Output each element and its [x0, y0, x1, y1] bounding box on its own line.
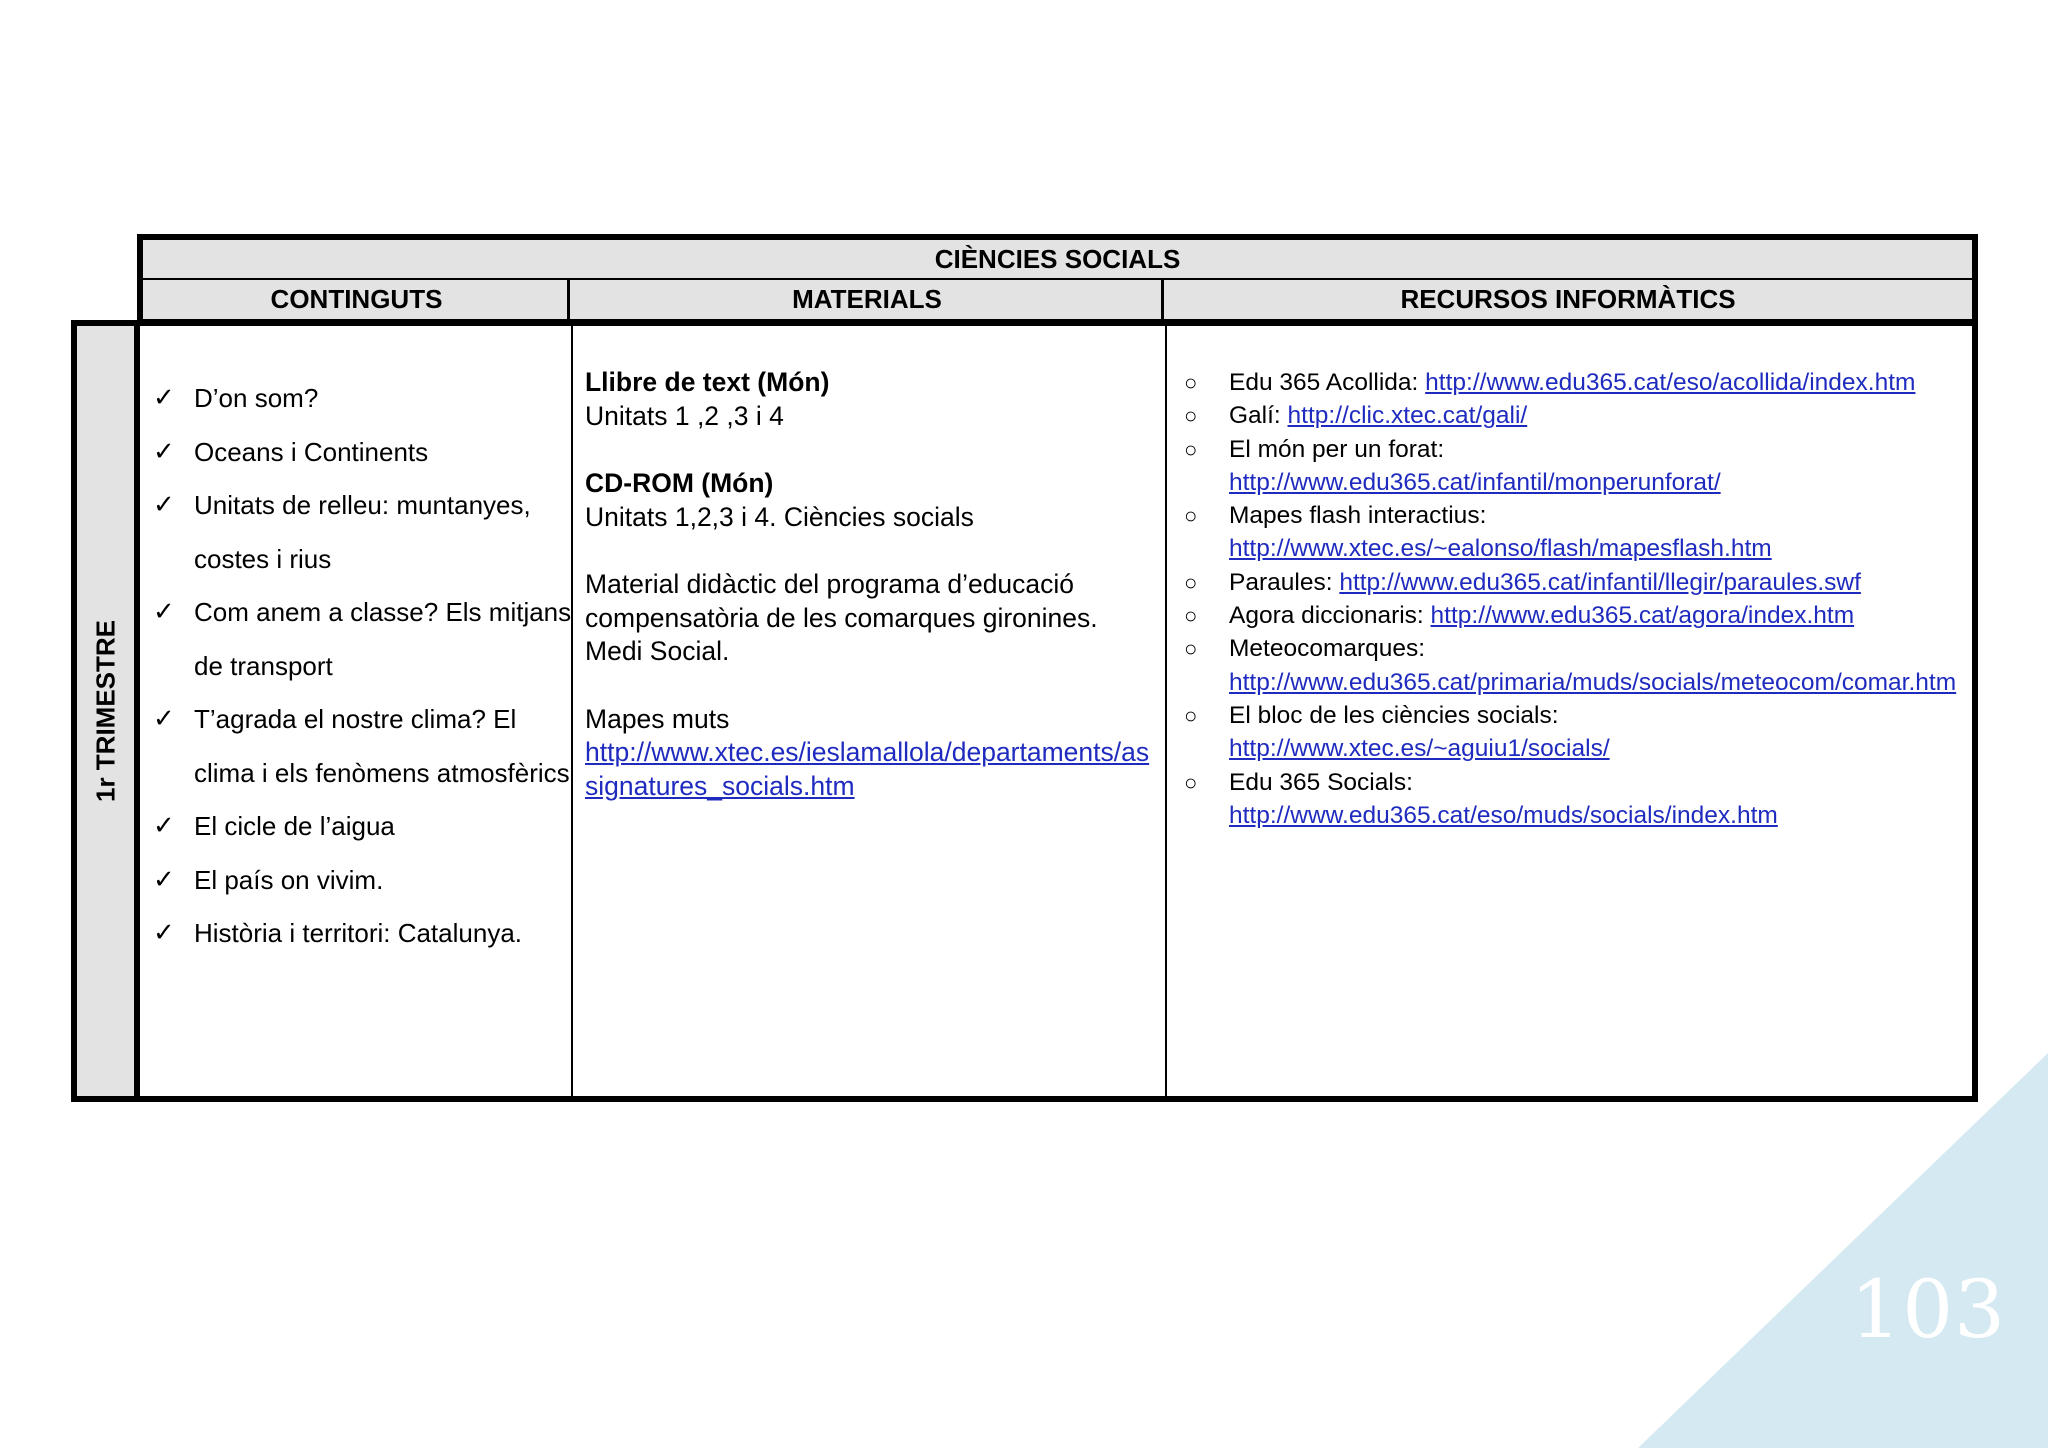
list-item: ○ Paraules: http://www.edu365.cat/infantil/llegir/paraules.swf [1184, 566, 1978, 599]
resource-link[interactable]: http://www.edu365.cat/eso/muds/socials/index.htm [1229, 801, 1778, 829]
list-item: ✓ Història i territori: Catalunya. [152, 907, 572, 961]
resource-link[interactable]: http://www.edu365.cat/infantil/llegir/paraules.swf [1339, 568, 1861, 596]
resource-link[interactable]: http://www.edu365.cat/infantil/monperunforat/ [1229, 468, 1721, 496]
table-body [71, 320, 1978, 1102]
list-item: ✓ El cicle de l’aigua [152, 800, 572, 854]
circle-bullet-icon: ○ [1184, 569, 1198, 595]
materials-book-units: Unitats 1 ,2 ,3 i 4 [585, 400, 784, 431]
list-item: ✓ Unitats de relleu: muntanyes, costes i rius [152, 479, 572, 586]
page-corner-decoration [1638, 1053, 2048, 1448]
checkmark-icon: ✓ [153, 383, 175, 413]
checkmark-icon: ✓ [153, 704, 175, 734]
checkmark-icon: ✓ [153, 490, 175, 520]
checkmark-icon: ✓ [153, 918, 175, 948]
materials-cdrom-units: Unitats 1,2,3 i 4. Ciències socials [585, 501, 974, 532]
list-item: ○ Edu 365 Acollida: http://www.edu365.cat/eso/acollida/index.htm [1184, 366, 1978, 399]
circle-bullet-icon: ○ [1184, 636, 1198, 662]
table-title: CIÈNCIES SOCIALS [137, 234, 1978, 284]
list-item: ✓ T’agrada el nostre clima? El clima i els fenòmens atmosfèrics [152, 693, 572, 800]
checkmark-icon: ✓ [153, 811, 175, 841]
list-item: ✓ D’on som? [152, 372, 572, 426]
circle-bullet-icon: ○ [1184, 503, 1198, 529]
circle-bullet-icon: ○ [1184, 769, 1198, 795]
circle-bullet-icon: ○ [1184, 436, 1198, 462]
resource-link[interactable]: http://www.edu365.cat/primaria/muds/socials/meteocom/comar.htm [1229, 668, 1957, 696]
resource-link[interactable]: http://www.xtec.es/~ealonso/flash/mapesflash.htm [1229, 535, 1772, 563]
resource-link[interactable]: http://www.edu365.cat/agora/index.htm [1430, 602, 1855, 630]
resource-link[interactable]: http://www.edu365.cat/eso/acollida/index.htm [1425, 369, 1916, 396]
recursos-list [1184, 366, 1978, 832]
column-header-recursos: RECURSOS INFORMÀTICS [1161, 280, 1978, 325]
continguts-cell [140, 326, 572, 1096]
recursos-cell [1168, 326, 1978, 1096]
continguts-list [152, 372, 572, 961]
column-header-continguts: CONTINGUTS [137, 280, 573, 325]
materials-didactic: Material didàctic del programa d’educació compensatòria de les comarques gironines. Medi Social. [585, 569, 1098, 666]
column-header-materials: MATERIALS [567, 280, 1167, 325]
materials-maps-link[interactable]: http://www.xtec.es/ieslamallola/departaments/assignatures_socials.htm [585, 737, 1150, 801]
circle-bullet-icon: ○ [1184, 370, 1198, 395]
materials-cdrom-title: CD-ROM (Món) [585, 468, 774, 498]
checkmark-icon: ✓ [153, 597, 175, 627]
circle-bullet-icon: ○ [1184, 403, 1198, 429]
list-item: ○ El bloc de les ciències socials: http://www.xtec.es/~aguiu1/socials/ [1184, 699, 1978, 766]
materials-cell [574, 326, 1166, 1096]
row-label: 1r TRIMESTRE [90, 619, 120, 803]
list-item: ✓ El país on vivim. [152, 854, 572, 908]
list-item: ○ Agora diccionaris: http://www.edu365.cat/agora/index.htm [1184, 599, 1978, 632]
list-item: ○ El món per un forat: http://www.edu365.cat/infantil/monperunforat/ [1184, 433, 1978, 500]
resource-link[interactable]: http://www.xtec.es/~aguiu1/socials/ [1229, 735, 1610, 763]
circle-bullet-icon: ○ [1184, 702, 1198, 728]
materials-maps-title: Mapes muts [585, 703, 730, 734]
checkmark-icon: ✓ [153, 864, 175, 895]
list-item: ○ Meteocomarques: http://www.edu365.cat/primaria/muds/socials/meteocom/comar.htm [1184, 632, 1978, 699]
resource-link[interactable]: http://clic.xtec.cat/gali/ [1287, 402, 1528, 430]
materials-book-title: Llibre de text (Món) [585, 367, 830, 397]
list-item: ✓ Com anem a classe? Els mitjans de transport [152, 586, 572, 693]
list-item: ○ Galí: http://clic.xtec.cat/gali/ [1184, 399, 1978, 432]
checkmark-icon: ✓ [153, 436, 175, 467]
page-number: 103 [1850, 1263, 2006, 1356]
list-item: ○ Mapes flash interactius: http://www.xtec.es/~ealonso/flash/mapesflash.htm [1184, 499, 1978, 566]
row-label-cell [77, 326, 140, 1096]
circle-bullet-icon: ○ [1184, 603, 1198, 629]
list-item: ○ Edu 365 Socials: http://www.edu365.cat/eso/muds/socials/index.htm [1184, 766, 1978, 833]
list-item: ✓ Oceans i Continents [152, 426, 572, 480]
